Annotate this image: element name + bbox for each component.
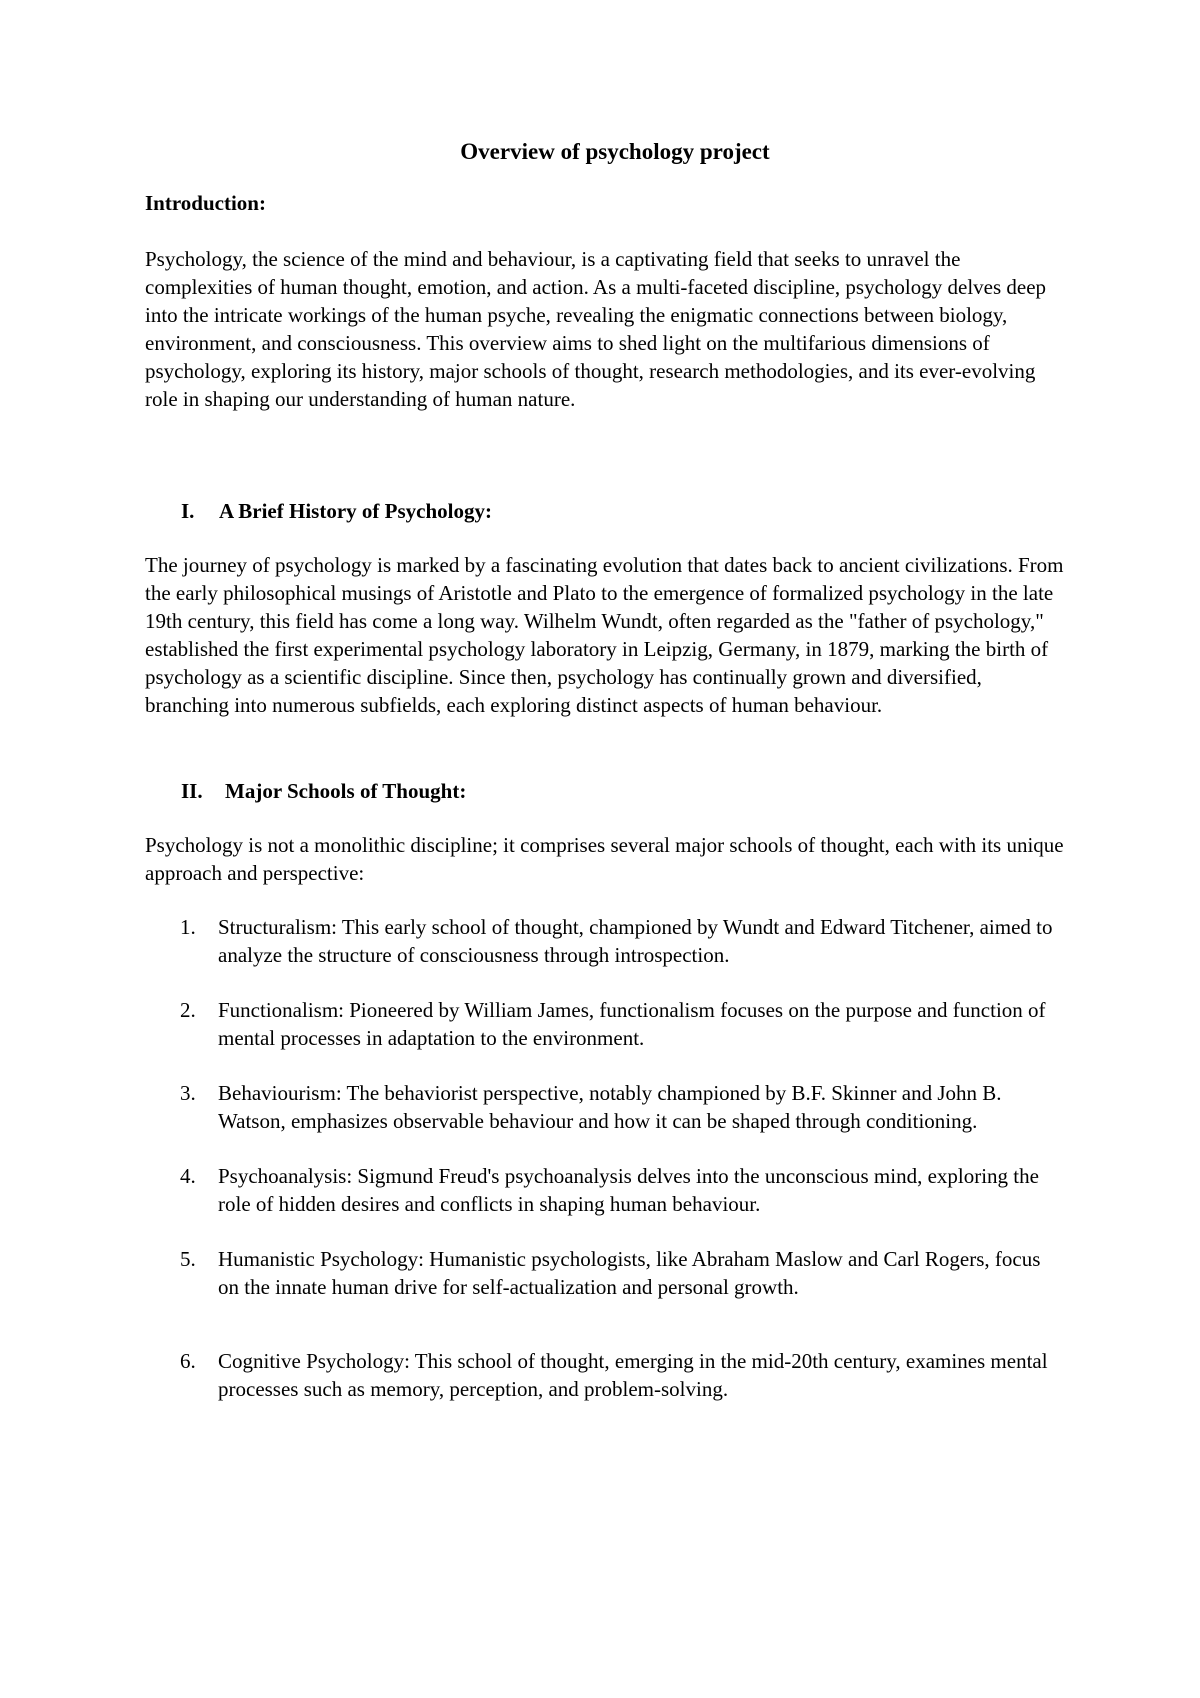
list-item-text: Structuralism: This early school of thought, championed by Wundt and Edward Titchener, aimed to analyze the structure of consciousness through introspection. xyxy=(218,915,1053,967)
list-item-text: Cognitive Psychology: This school of thought, emerging in the mid-20th century, examines mental processes such as memory, perception, and problem-solving. xyxy=(218,1349,1048,1401)
section-number: I. xyxy=(181,499,195,523)
list-item xyxy=(145,913,1065,969)
introduction-paragraph: Psychology, the science of the mind and behaviour, is a captivating field that seeks to unravel the complexities of human thought, emotion, and action. As a multi-faceted discipline, psychology delves deep into the intricate workings of the human psyche, revealing the enigmatic connections between biology, environment, and consciousness. This overview aims to shed light on the multifarious dimensions of psychology, exploring its history, major schools of thought, research methodologies, and its ever-evolving role in shaping our understanding of human nature. xyxy=(145,247,1047,411)
list-marker: 3. xyxy=(180,1081,196,1105)
list-marker: 4. xyxy=(180,1164,196,1188)
schools-paragraph: Psychology is not a monolithic discipline; it comprises several major schools of thought, each with its unique approach and perspective: xyxy=(145,833,1064,885)
history-paragraph: The journey of psychology is marked by a fascinating evolution that dates back to ancient civilizations. From the early philosophical musings of Aristotle and Plato to the emergence of formalized psychology in the late 19th century, this field has come a long way. Wilhelm Wundt, often regarded as the "father of psychology," established the first experimental psychology laboratory in Leipzig, Germany, in 1879, marking the birth of psychology as a scientific discipline. Since then, psychology has continually grown and diversified, branching into numerous subfields, each exploring distinct aspects of human behaviour. xyxy=(145,553,1064,717)
list-item-text: Behaviourism: The behaviorist perspective, notably championed by B.F. Skinner and John B. Watson, emphasizes observable behaviour and how it can be shaped through conditioning. xyxy=(218,1081,1002,1133)
list-item xyxy=(145,996,1065,1052)
list-marker: 1. xyxy=(180,915,196,939)
list-item xyxy=(145,1245,1065,1301)
section-heading-history xyxy=(145,497,1065,525)
document-page xyxy=(145,138,1065,1430)
list-marker: 2. xyxy=(180,998,196,1022)
section-heading-schools xyxy=(145,777,1065,805)
list-marker: 6. xyxy=(180,1349,196,1373)
list-item-text: Psychoanalysis: Sigmund Freud's psychoanalysis delves into the unconscious mind, exploring the role of hidden desires and conflicts in shaping human behaviour. xyxy=(218,1164,1039,1216)
list-item xyxy=(145,1079,1065,1135)
list-item xyxy=(145,1162,1065,1218)
list-item xyxy=(145,1347,1065,1403)
list-marker: 5. xyxy=(180,1247,196,1271)
list-item-text: Functionalism: Pioneered by William James, functionalism focuses on the purpose and function of mental processes in adaptation to the environment. xyxy=(218,998,1046,1050)
schools-list xyxy=(145,913,1065,1403)
section-number: II. xyxy=(181,779,203,803)
section-title: Major Schools of Thought: xyxy=(225,779,467,803)
section-title: A Brief History of Psychology: xyxy=(219,499,492,523)
list-item-text: Humanistic Psychology: Humanistic psychologists, like Abraham Maslow and Carl Rogers, focus on the innate human drive for self-actualization and personal growth. xyxy=(218,1247,1041,1299)
document-title: Overview of psychology project xyxy=(460,139,770,164)
introduction-heading: Introduction: xyxy=(145,191,266,215)
